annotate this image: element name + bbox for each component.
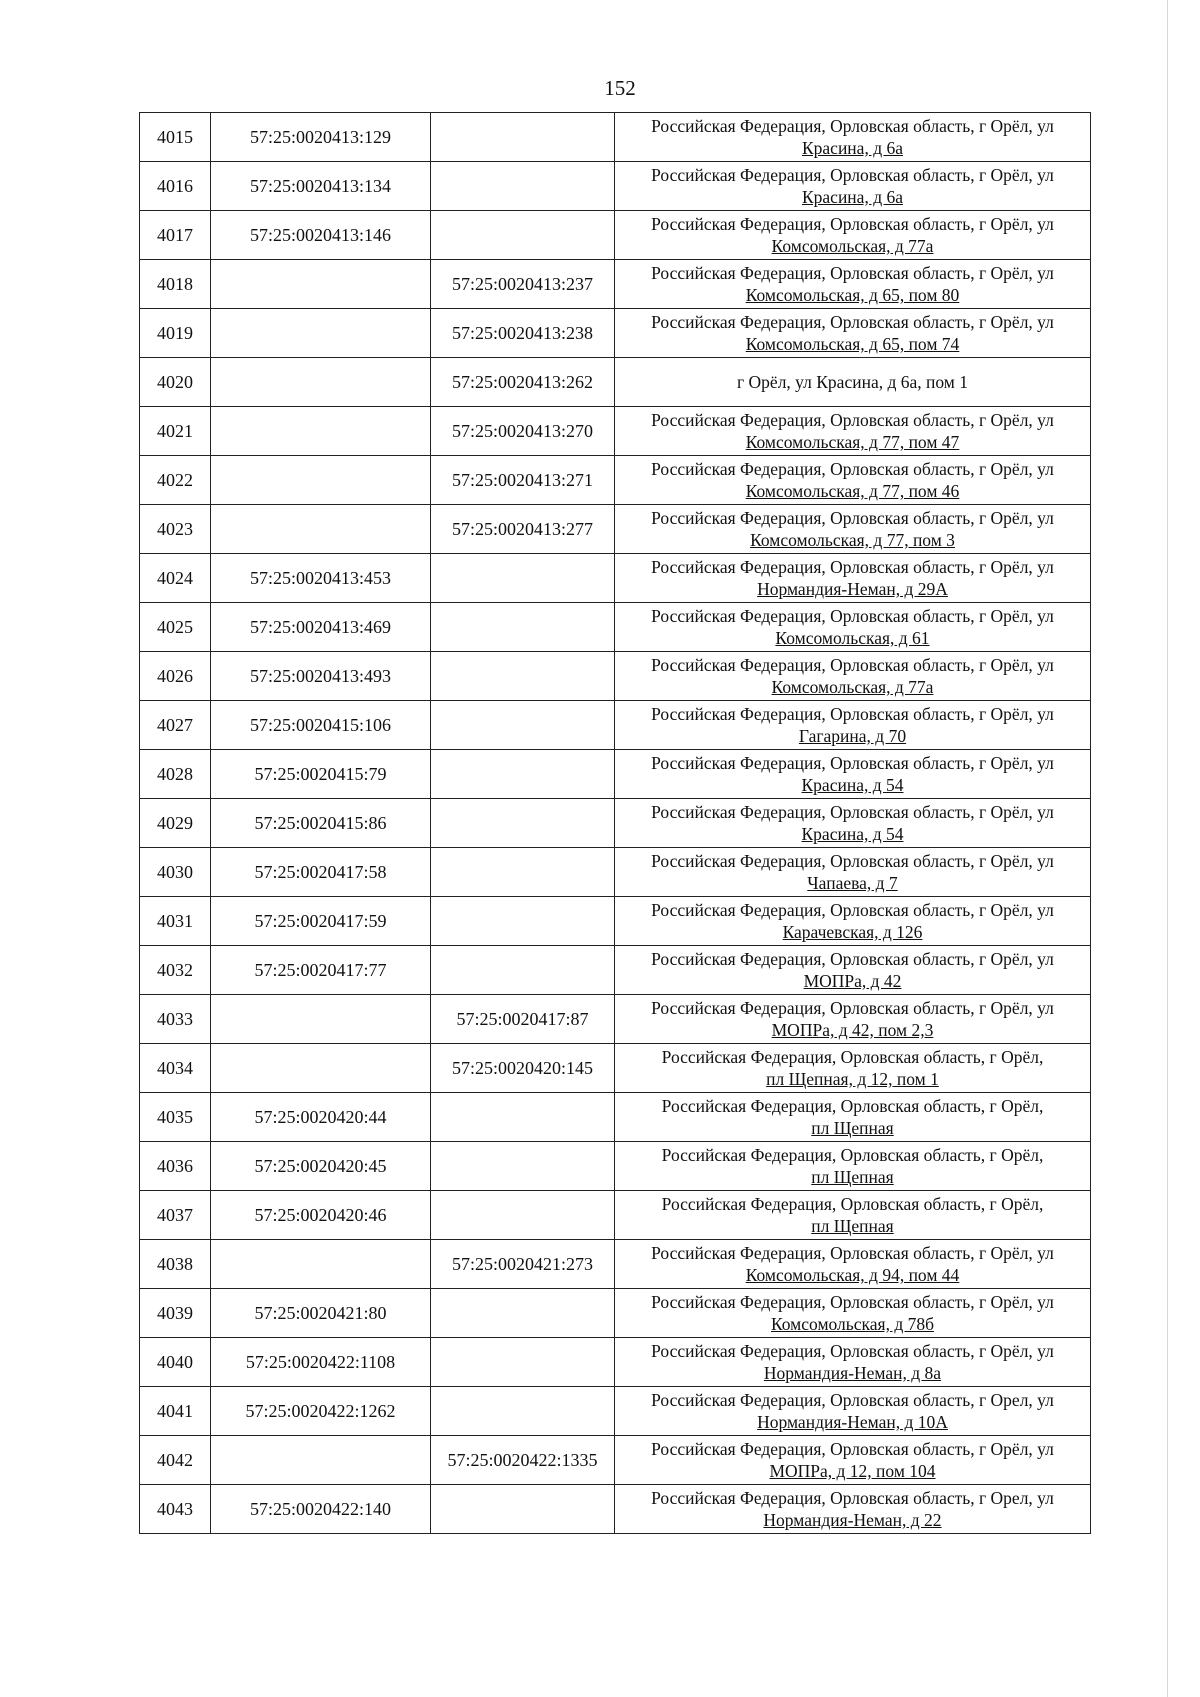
address-line-2: МОПРа, д 42, пом 2,3 xyxy=(771,1020,934,1040)
parcel-cadastral-number-cell: 57:25:0020413:134 xyxy=(211,162,431,211)
address-cell xyxy=(615,1338,1091,1387)
building-cadastral-number-cell xyxy=(431,652,615,701)
table-row xyxy=(140,897,1091,946)
address-line-1: Российская Федерация, Орловская область, г Орёл, ул xyxy=(651,655,1054,675)
building-cadastral-number-cell: 57:25:0020413:271 xyxy=(431,456,615,505)
parcel-cadastral-number-cell: 57:25:0020420:44 xyxy=(211,1093,431,1142)
row-number-cell: 4031 xyxy=(140,897,211,946)
row-number-cell: 4021 xyxy=(140,407,211,456)
address-line-2: Комсомольская, д 77а xyxy=(771,236,934,256)
row-number-cell: 4015 xyxy=(140,113,211,162)
parcel-cadastral-number-cell: 57:25:0020417:58 xyxy=(211,848,431,897)
table-row xyxy=(140,113,1091,162)
address-cell xyxy=(615,505,1091,554)
address-line-1: Российская Федерация, Орловская область, г Орёл, ул xyxy=(651,802,1054,822)
row-number-cell: 4040 xyxy=(140,1338,211,1387)
building-cadastral-number-cell xyxy=(431,1142,615,1191)
table-row xyxy=(140,309,1091,358)
row-number-cell: 4027 xyxy=(140,701,211,750)
registry-table-body xyxy=(140,113,1091,1534)
building-cadastral-number-cell xyxy=(431,946,615,995)
building-cadastral-number-cell xyxy=(431,701,615,750)
building-cadastral-number-cell: 57:25:0020413:270 xyxy=(431,407,615,456)
row-number-cell: 4033 xyxy=(140,995,211,1044)
address-cell xyxy=(615,1093,1091,1142)
table-row xyxy=(140,505,1091,554)
address-cell xyxy=(615,799,1091,848)
row-number-cell: 4043 xyxy=(140,1485,211,1534)
row-number-cell: 4035 xyxy=(140,1093,211,1142)
parcel-cadastral-number-cell: 57:25:0020421:80 xyxy=(211,1289,431,1338)
address-cell xyxy=(615,848,1091,897)
building-cadastral-number-cell xyxy=(431,1485,615,1534)
parcel-cadastral-number-cell: 57:25:0020413:129 xyxy=(211,113,431,162)
parcel-cadastral-number-cell: 57:25:0020415:79 xyxy=(211,750,431,799)
address-line-2: Красина, д 6а xyxy=(801,138,903,158)
address-cell xyxy=(615,1289,1091,1338)
address-line-2: Нормандия-Неман, д 10А xyxy=(757,1412,948,1432)
address-line-2: пл Щепная xyxy=(811,1216,894,1236)
table-row xyxy=(140,995,1091,1044)
building-cadastral-number-cell: 57:25:0020417:87 xyxy=(431,995,615,1044)
address-cell xyxy=(615,358,1091,407)
address-cell xyxy=(615,995,1091,1044)
parcel-cadastral-number-cell xyxy=(211,1044,431,1093)
row-number-cell: 4020 xyxy=(140,358,211,407)
address-line-1: Российская Федерация, Орловская область, г Орел, ул xyxy=(651,1390,1054,1410)
parcel-cadastral-number-cell xyxy=(211,358,431,407)
address-cell xyxy=(615,1485,1091,1534)
building-cadastral-number-cell xyxy=(431,1338,615,1387)
parcel-cadastral-number-cell: 57:25:0020420:46 xyxy=(211,1191,431,1240)
address-line-2: Нормандия-Неман, д 29А xyxy=(757,579,948,599)
table-row xyxy=(140,1485,1091,1534)
row-number-cell: 4019 xyxy=(140,309,211,358)
parcel-cadastral-number-cell: 57:25:0020415:106 xyxy=(211,701,431,750)
table-row xyxy=(140,1142,1091,1191)
row-number-cell: 4026 xyxy=(140,652,211,701)
table-row xyxy=(140,799,1091,848)
address-line-1: Российская Федерация, Орловская область, г Орёл, ул xyxy=(651,312,1054,332)
parcel-cadastral-number-cell xyxy=(211,456,431,505)
row-number-cell: 4022 xyxy=(140,456,211,505)
building-cadastral-number-cell xyxy=(431,113,615,162)
address-cell xyxy=(615,1436,1091,1485)
address-line-2: Красина, д 6а xyxy=(801,187,903,207)
building-cadastral-number-cell xyxy=(431,211,615,260)
row-number-cell: 4042 xyxy=(140,1436,211,1485)
table-row xyxy=(140,1044,1091,1093)
parcel-cadastral-number-cell: 57:25:0020422:1108 xyxy=(211,1338,431,1387)
parcel-cadastral-number-cell: 57:25:0020413:493 xyxy=(211,652,431,701)
registry-table xyxy=(139,112,1091,1534)
building-cadastral-number-cell xyxy=(431,848,615,897)
address-line-2: Нормандия-Неман, д 8а xyxy=(763,1363,942,1383)
parcel-cadastral-number-cell: 57:25:0020417:59 xyxy=(211,897,431,946)
address-line-1: Российская Федерация, Орловская область, г Орёл, ул xyxy=(651,1439,1054,1459)
address-line-2: МОПРа, д 42 xyxy=(803,971,902,991)
parcel-cadastral-number-cell: 57:25:0020413:469 xyxy=(211,603,431,652)
building-cadastral-number-cell xyxy=(431,1289,615,1338)
address-line-2: Комсомольская, д 65, пом 80 xyxy=(745,285,960,305)
address-line-2: Комсомольская, д 65, пом 74 xyxy=(745,334,960,354)
address-line-2: пл Щепная, д 12, пом 1 xyxy=(766,1069,939,1089)
table-row xyxy=(140,554,1091,603)
address-cell xyxy=(615,1191,1091,1240)
address-line-2: пл Щепная xyxy=(811,1167,894,1187)
row-number-cell: 4018 xyxy=(140,260,211,309)
building-cadastral-number-cell xyxy=(431,1387,615,1436)
address-line-1: Российская Федерация, Орловская область, г Орёл, ул xyxy=(651,557,1054,577)
table-row xyxy=(140,1191,1091,1240)
table-row xyxy=(140,1338,1091,1387)
table-row xyxy=(140,1240,1091,1289)
row-number-cell: 4034 xyxy=(140,1044,211,1093)
table-row xyxy=(140,848,1091,897)
row-number-cell: 4038 xyxy=(140,1240,211,1289)
address-line-2: Комсомольская, д 77а xyxy=(771,677,934,697)
building-cadastral-number-cell: 57:25:0020421:273 xyxy=(431,1240,615,1289)
table-row xyxy=(140,1093,1091,1142)
address-line-1: Российская Федерация, Орловская область, г Орёл, ул xyxy=(651,116,1054,136)
address-line-2: Комсомольская, д 94, пом 44 xyxy=(745,1265,960,1285)
address-line-2: Комсомольская, д 77, пом 3 xyxy=(750,530,955,550)
address-cell xyxy=(615,946,1091,995)
table-row xyxy=(140,750,1091,799)
parcel-cadastral-number-cell xyxy=(211,995,431,1044)
row-number-cell: 4036 xyxy=(140,1142,211,1191)
address-line-1: Российская Федерация, Орловская область, г Орёл, ул xyxy=(651,165,1054,185)
address-line-2: Нормандия-Неман, д 22 xyxy=(763,1510,942,1530)
building-cadastral-number-cell xyxy=(431,799,615,848)
address-line-1: Российская Федерация, Орловская область, г Орёл, xyxy=(661,1145,1044,1165)
address-cell xyxy=(615,1240,1091,1289)
address-cell xyxy=(615,1044,1091,1093)
building-cadastral-number-cell: 57:25:0020420:145 xyxy=(431,1044,615,1093)
address-line-1: Российская Федерация, Орловская область, г Орёл, ул xyxy=(651,606,1054,626)
address-line-2: пл Щепная xyxy=(811,1118,894,1138)
parcel-cadastral-number-cell: 57:25:0020413:453 xyxy=(211,554,431,603)
parcel-cadastral-number-cell: 57:25:0020420:45 xyxy=(211,1142,431,1191)
row-number-cell: 4023 xyxy=(140,505,211,554)
parcel-cadastral-number-cell xyxy=(211,1436,431,1485)
row-number-cell: 4041 xyxy=(140,1387,211,1436)
address-cell xyxy=(615,211,1091,260)
address-line-1: Российская Федерация, Орловская область, г Орел, ул xyxy=(651,1488,1054,1508)
building-cadastral-number-cell xyxy=(431,750,615,799)
row-number-cell: 4037 xyxy=(140,1191,211,1240)
address-line-1: Российская Федерация, Орловская область, г Орёл, ул xyxy=(651,851,1054,871)
address-line-2: Красина, д 54 xyxy=(801,775,904,795)
parcel-cadastral-number-cell xyxy=(211,309,431,358)
scan-edge-line xyxy=(1167,0,1168,1697)
row-number-cell: 4028 xyxy=(140,750,211,799)
table-row xyxy=(140,701,1091,750)
table-row xyxy=(140,652,1091,701)
table-row xyxy=(140,1436,1091,1485)
building-cadastral-number-cell: 57:25:0020413:262 xyxy=(431,358,615,407)
building-cadastral-number-cell: 57:25:0020413:277 xyxy=(431,505,615,554)
page-number: 152 xyxy=(604,76,636,100)
address-cell xyxy=(615,113,1091,162)
row-number-cell: 4024 xyxy=(140,554,211,603)
row-number-cell: 4039 xyxy=(140,1289,211,1338)
building-cadastral-number-cell xyxy=(431,897,615,946)
address-line-1: Российская Федерация, Орловская область, г Орёл, ул xyxy=(651,1292,1054,1312)
address-line-1: Российская Федерация, Орловская область, г Орёл, xyxy=(661,1047,1044,1067)
table-row xyxy=(140,1289,1091,1338)
address-line-2: Чапаева, д 7 xyxy=(807,873,898,893)
table-row xyxy=(140,946,1091,995)
address-cell xyxy=(615,897,1091,946)
address-line-2: Красина, д 54 xyxy=(801,824,904,844)
address-line-2: Гагарина, д 70 xyxy=(798,726,907,746)
building-cadastral-number-cell: 57:25:0020422:1335 xyxy=(431,1436,615,1485)
parcel-cadastral-number-cell: 57:25:0020422:140 xyxy=(211,1485,431,1534)
address-cell xyxy=(615,407,1091,456)
address-line-1: Российская Федерация, Орловская область, г Орёл, ул xyxy=(651,1341,1054,1361)
building-cadastral-number-cell xyxy=(431,1093,615,1142)
building-cadastral-number-cell xyxy=(431,1191,615,1240)
address-line-2: Комсомольская, д 77, пом 46 xyxy=(745,481,960,501)
address-line-1: Российская Федерация, Орловская область, г Орёл, ул xyxy=(651,753,1054,773)
address-line-2: Комсомольская, д 77, пом 47 xyxy=(745,432,960,452)
building-cadastral-number-cell xyxy=(431,554,615,603)
address-line-1: Российская Федерация, Орловская область, г Орёл, ул xyxy=(651,508,1054,528)
table-row xyxy=(140,603,1091,652)
building-cadastral-number-cell: 57:25:0020413:238 xyxy=(431,309,615,358)
address-line-1: Российская Федерация, Орловская область, г Орёл, ул xyxy=(651,214,1054,234)
address-cell xyxy=(615,554,1091,603)
building-cadastral-number-cell xyxy=(431,162,615,211)
table-row xyxy=(140,162,1091,211)
address-cell xyxy=(615,456,1091,505)
address-cell xyxy=(615,260,1091,309)
table-row xyxy=(140,407,1091,456)
row-number-cell: 4017 xyxy=(140,211,211,260)
parcel-cadastral-number-cell xyxy=(211,1240,431,1289)
row-number-cell: 4016 xyxy=(140,162,211,211)
address-line-1: Российская Федерация, Орловская область, г Орёл, xyxy=(661,1096,1044,1116)
address-line-1: Российская Федерация, Орловская область, г Орёл, ул xyxy=(651,410,1054,430)
table-row xyxy=(140,456,1091,505)
table-row xyxy=(140,358,1091,407)
address-cell xyxy=(615,1142,1091,1191)
address-cell xyxy=(615,309,1091,358)
address-cell xyxy=(615,162,1091,211)
address-line-2: Комсомольская, д 78б xyxy=(770,1314,935,1334)
address-line-1: Российская Федерация, Орловская область, г Орёл, ул xyxy=(651,704,1054,724)
row-number-cell: 4030 xyxy=(140,848,211,897)
parcel-cadastral-number-cell: 57:25:0020422:1262 xyxy=(211,1387,431,1436)
row-number-cell: 4029 xyxy=(140,799,211,848)
row-number-cell: 4025 xyxy=(140,603,211,652)
parcel-cadastral-number-cell xyxy=(211,407,431,456)
parcel-cadastral-number-cell: 57:25:0020413:146 xyxy=(211,211,431,260)
address-line-1: Российская Федерация, Орловская область, г Орёл, xyxy=(661,1194,1044,1214)
row-number-cell: 4032 xyxy=(140,946,211,995)
address-line-2: Карачевская, д 126 xyxy=(782,922,923,942)
building-cadastral-number-cell xyxy=(431,603,615,652)
address-line-1: Российская Федерация, Орловская область, г Орёл, ул xyxy=(651,998,1054,1018)
address-cell xyxy=(615,750,1091,799)
address-line-1: Российская Федерация, Орловская область, г Орёл, ул xyxy=(651,459,1054,479)
address-line-1: Российская Федерация, Орловская область, г Орёл, ул xyxy=(651,900,1054,920)
parcel-cadastral-number-cell xyxy=(211,260,431,309)
table-row xyxy=(140,260,1091,309)
address-line-2: Комсомольская, д 61 xyxy=(775,628,930,648)
parcel-cadastral-number-cell: 57:25:0020415:86 xyxy=(211,799,431,848)
address-cell xyxy=(615,652,1091,701)
address-line-1: Российская Федерация, Орловская область, г Орёл, ул xyxy=(651,263,1054,283)
parcel-cadastral-number-cell xyxy=(211,505,431,554)
address-line-2: МОПРа, д 12, пом 104 xyxy=(769,1461,936,1481)
parcel-cadastral-number-cell: 57:25:0020417:77 xyxy=(211,946,431,995)
address-line-1: г Орёл, ул Красина, д 6а, пом 1 xyxy=(736,372,968,392)
address-line-1: Российская Федерация, Орловская область, г Орёл, ул xyxy=(651,949,1054,969)
table-row xyxy=(140,1387,1091,1436)
address-cell xyxy=(615,603,1091,652)
address-cell xyxy=(615,1387,1091,1436)
table-row xyxy=(140,211,1091,260)
address-cell xyxy=(615,701,1091,750)
building-cadastral-number-cell: 57:25:0020413:237 xyxy=(431,260,615,309)
address-line-1: Российская Федерация, Орловская область, г Орёл, ул xyxy=(651,1243,1054,1263)
